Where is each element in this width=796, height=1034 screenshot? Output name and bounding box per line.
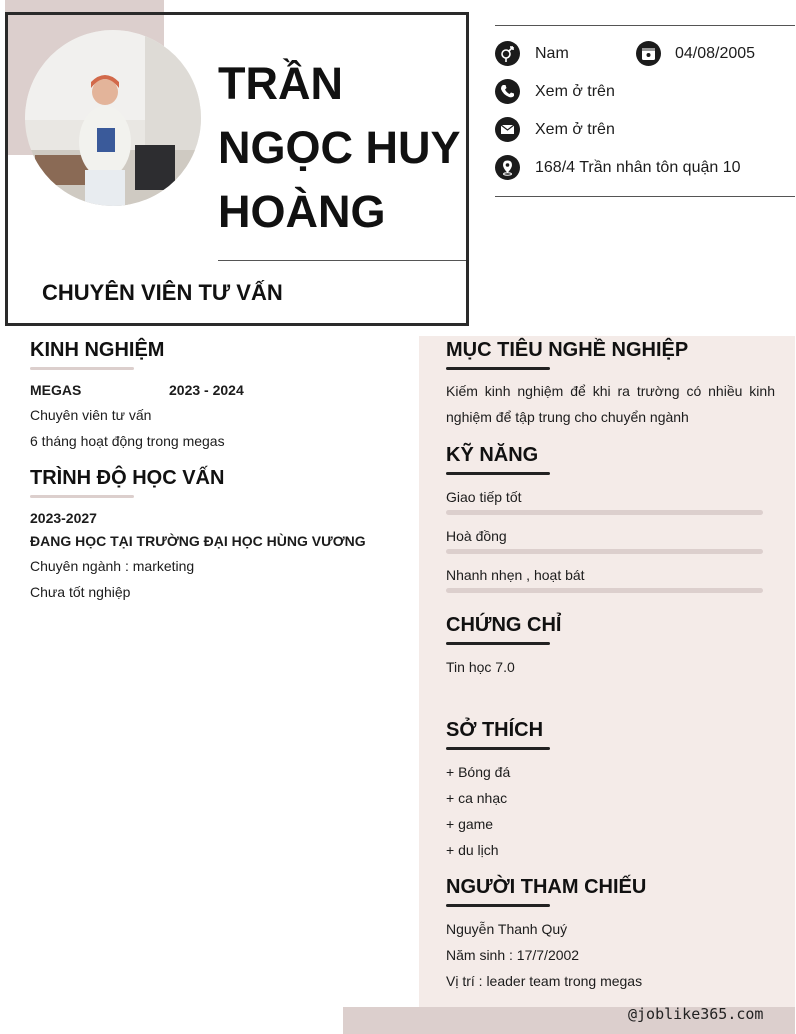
- reference-birth: Năm sinh : 17/7/2002: [446, 947, 580, 963]
- job-title: CHUYÊN VIÊN TƯ VẤN: [42, 280, 283, 305]
- certificate-item: Tin học 7.0: [446, 659, 515, 675]
- phone-text: Xem ở trên: [535, 83, 615, 100]
- skills-heading: KỸ NĂNG: [446, 444, 539, 466]
- education-heading: TRÌNH ĐỘ HỌC VẤN: [30, 467, 225, 489]
- education-status: Chưa tốt nghiệp: [30, 584, 131, 600]
- experience-description: 6 tháng hoạt động trong megas: [30, 433, 225, 449]
- skill-item: Hoà đồng: [446, 528, 507, 544]
- birthdate-text: 04/08/2005: [675, 45, 756, 62]
- contact-divider-bottom: [495, 196, 795, 197]
- skill-item: Nhanh nhẹn , hoạt bát: [446, 567, 585, 583]
- education-school: ĐANG HỌC TẠI TRƯỜNG ĐẠI HỌC HÙNG VƯƠNG: [30, 533, 366, 549]
- skill-item: Giao tiếp tốt: [446, 489, 522, 505]
- skill-bar: [446, 510, 763, 515]
- email-text: Xem ở trên: [535, 121, 615, 138]
- education-major: Chuyên ngành : marketing: [30, 558, 195, 574]
- education-period: 2023-2027: [30, 510, 97, 526]
- phone-icon: [495, 79, 520, 104]
- gender-text: Nam: [535, 45, 569, 62]
- footer-watermark: @joblike365.com: [628, 1005, 764, 1023]
- name-divider: [218, 260, 466, 261]
- experience-underline: [30, 367, 134, 370]
- hobby-item: + du lịch: [446, 842, 499, 858]
- hobby-item: + ca nhạc: [446, 790, 508, 806]
- skills-underline: [446, 472, 550, 475]
- education-underline: [30, 495, 134, 498]
- experience-period: 2023 - 2024: [169, 382, 244, 398]
- reference-underline: [446, 904, 550, 907]
- contact-divider-top: [495, 25, 795, 26]
- location-icon: [495, 155, 520, 180]
- hobby-item: + Bóng đá: [446, 764, 511, 780]
- reference-position: Vị trí : leader team trong megas: [446, 973, 643, 989]
- hobbies-underline: [446, 747, 550, 750]
- objective-heading: MỤC TIÊU NGHỀ NGHIỆP: [446, 339, 689, 361]
- gender-icon: [495, 41, 520, 66]
- skill-bar: [446, 549, 763, 554]
- experience-company: MEGAS: [30, 382, 82, 398]
- full-name: TRẦN NGỌC HUY HOÀNG: [218, 58, 460, 237]
- skill-bar: [446, 588, 763, 593]
- hobby-item: + game: [446, 816, 494, 832]
- objective-text: Kiếm kinh nghiệm để khi ra trường có nhiều kinh nghiệm để tập trung cho chuyển ngành: [446, 383, 775, 425]
- hobbies-heading: SỞ THÍCH: [446, 719, 544, 741]
- reference-heading: NGƯỜI THAM CHIẾU: [446, 876, 647, 898]
- certificates-heading: CHỨNG CHỈ: [446, 614, 562, 636]
- mail-icon: [495, 117, 520, 142]
- experience-role: Chuyên viên tư vấn: [30, 407, 152, 423]
- avatar-photo: [25, 30, 201, 206]
- objective-underline: [446, 367, 550, 370]
- address-text: 168/4 Trần nhân tôn quận 10: [535, 159, 741, 176]
- calendar-icon: [636, 41, 661, 66]
- experience-heading: KINH NGHIỆM: [30, 339, 165, 361]
- reference-name: Nguyễn Thanh Quý: [446, 921, 568, 937]
- certificates-underline: [446, 642, 550, 645]
